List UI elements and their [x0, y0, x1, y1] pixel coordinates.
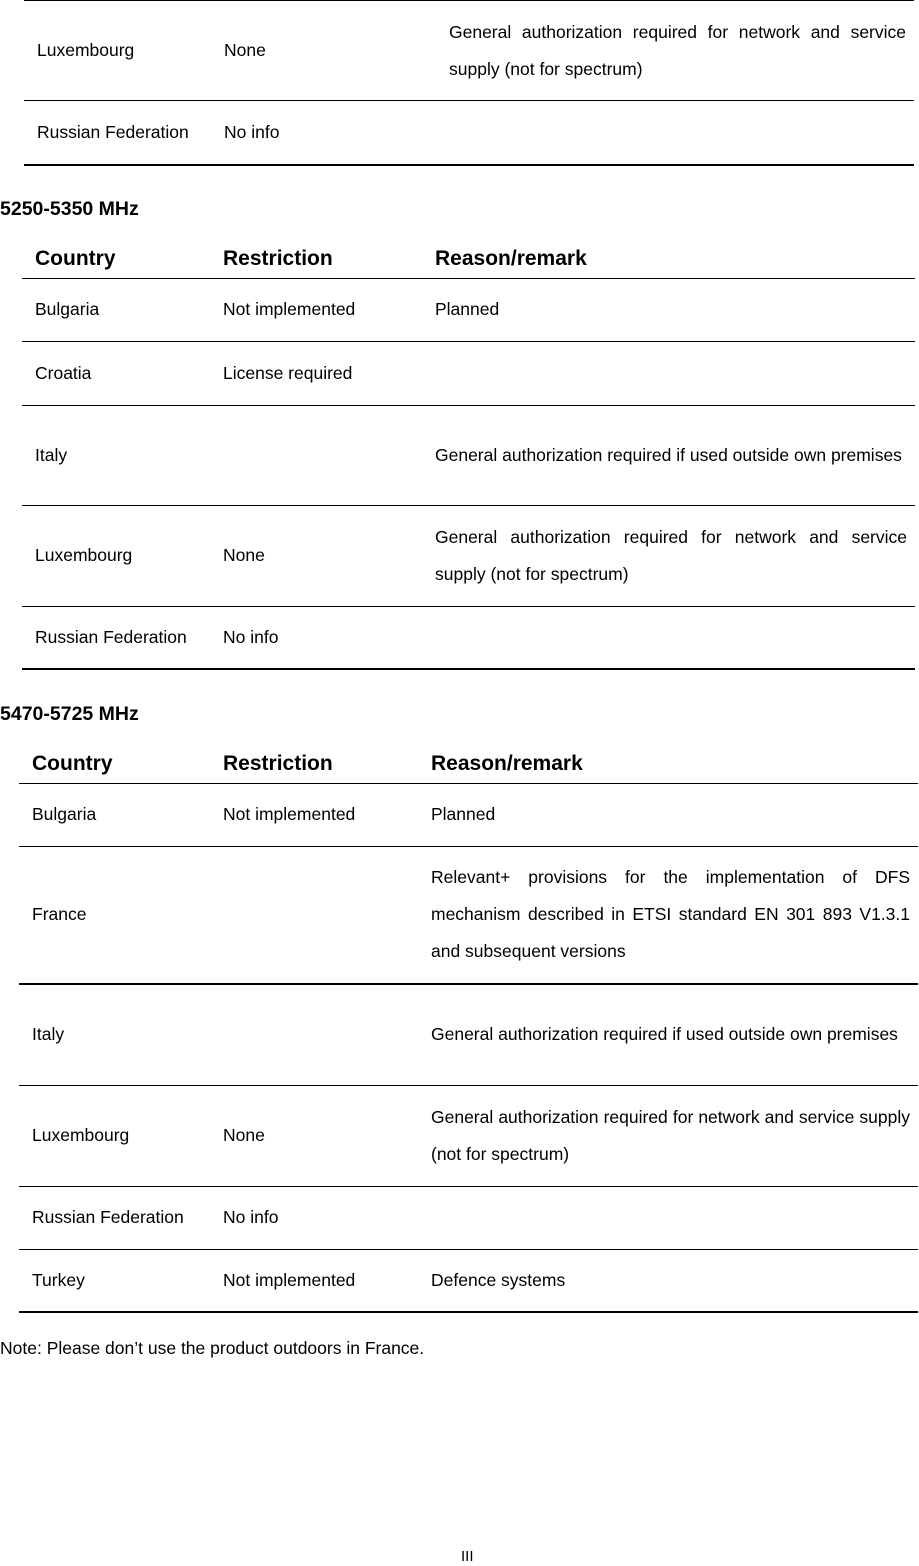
restriction-cell: License required: [210, 341, 422, 405]
table-row: [22, 341, 915, 405]
restriction-cell: None: [210, 505, 422, 606]
table-row: [22, 606, 915, 669]
restriction-cell: None: [210, 1085, 418, 1186]
country-cell: Croatia: [22, 341, 210, 405]
country-cell: Bulgaria: [19, 783, 210, 846]
header-restriction: Restriction: [210, 240, 422, 278]
restriction-cell: No info: [210, 1186, 418, 1249]
restriction-cell: [210, 984, 418, 1085]
table-5250: [22, 240, 915, 670]
remark-cell: [422, 606, 915, 669]
header-remark: Reason/remark: [422, 240, 915, 278]
restriction-cell: Not implemented: [210, 278, 422, 341]
remark-cell: General authorization required if used outside own premises: [418, 984, 918, 1085]
table-5470: [19, 745, 918, 1313]
remark-cell: General authorization required if used outside own premises: [422, 405, 915, 505]
table-row: [22, 278, 915, 341]
table-row: [24, 101, 914, 165]
table-top: [24, 0, 914, 166]
remark-cell: Planned: [418, 783, 918, 846]
table-row: [22, 505, 915, 606]
header-country: Country: [19, 745, 210, 783]
restriction-cell: Not implemented: [210, 783, 418, 846]
section-heading-5250: 5250-5350 MHz: [0, 198, 139, 220]
remark-cell: [418, 1186, 918, 1249]
country-cell: Luxembourg: [22, 505, 210, 606]
table-row: [19, 783, 918, 846]
remark-cell: General authorization required for network and service supply (not for spectrum): [418, 1085, 918, 1186]
restriction-cell: No info: [211, 101, 436, 165]
remark-cell: [436, 101, 914, 165]
country-cell: Italy: [19, 984, 210, 1085]
restriction-cell: No info: [210, 606, 422, 669]
country-cell: Russian Federation: [22, 606, 210, 669]
section-heading-5470: 5470-5725 MHz: [0, 703, 139, 725]
table-header-row: [19, 745, 918, 783]
table-row: [19, 1085, 918, 1186]
country-cell: Russian Federation: [19, 1186, 210, 1249]
remark-cell: General authorization required for network and service supply (not for spectrum): [422, 505, 915, 606]
table-row: [19, 846, 918, 984]
table-row: [19, 1249, 918, 1312]
note-text: Note: Please don’t use the product outdoors in France.: [0, 1338, 425, 1358]
restriction-cell: [210, 405, 422, 505]
header-remark: Reason/remark: [418, 745, 918, 783]
country-cell: Turkey: [19, 1249, 210, 1312]
table-row: [24, 1, 914, 101]
restriction-cell: Not implemented: [210, 1249, 418, 1312]
table-row: [22, 405, 915, 505]
country-cell: Luxembourg: [24, 1, 211, 101]
country-cell: Bulgaria: [22, 278, 210, 341]
remark-cell: Relevant+ provisions for the implementation of DFS mechanism described in ETSI standard EN 301 893 V1.3.1 and subsequent versions: [418, 846, 918, 984]
country-cell: Italy: [22, 405, 210, 505]
header-restriction: Restriction: [210, 745, 418, 783]
country-cell: France: [19, 846, 210, 984]
page-number: III: [461, 1548, 474, 1565]
table-row: [19, 984, 918, 1085]
header-country: Country: [22, 240, 210, 278]
remark-cell: [422, 341, 915, 405]
table-row: [19, 1186, 918, 1249]
remark-cell: Defence systems: [418, 1249, 918, 1312]
remark-cell: Planned: [422, 278, 915, 341]
country-cell: Luxembourg: [19, 1085, 210, 1186]
restriction-cell: None: [211, 1, 436, 101]
table-header-row: [22, 240, 915, 278]
restriction-cell: [210, 846, 418, 984]
country-cell: Russian Federation: [24, 101, 211, 165]
remark-cell: General authorization required for network and service supply (not for spectrum): [436, 1, 914, 101]
